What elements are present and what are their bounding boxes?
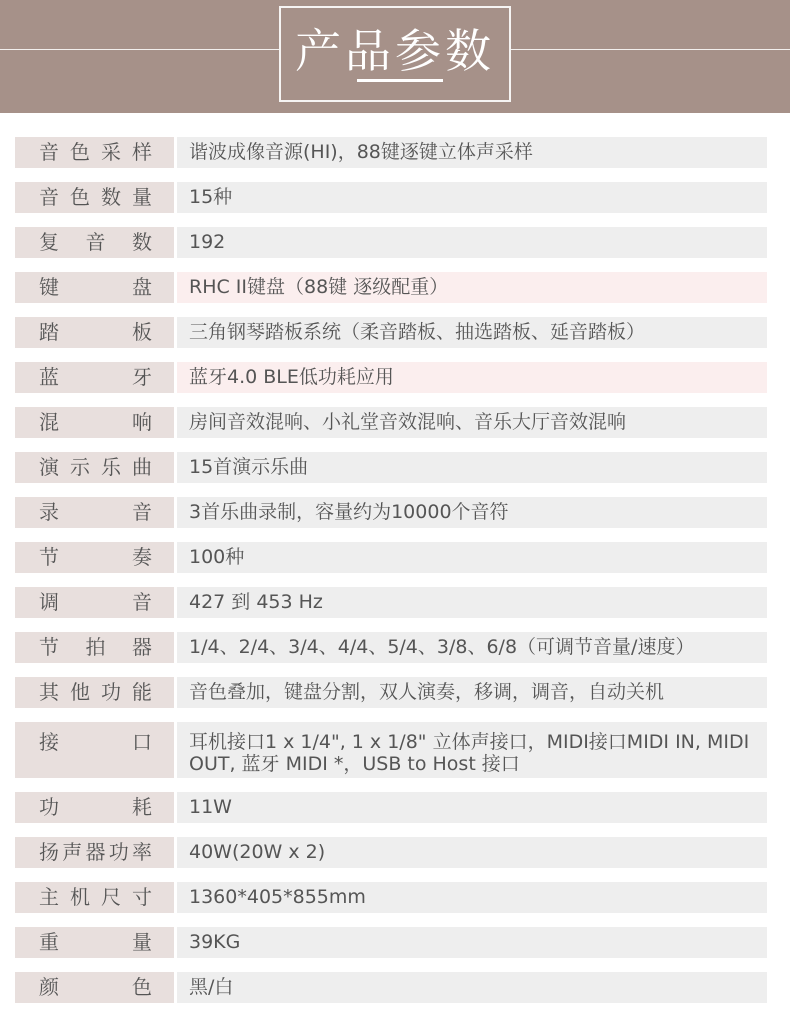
spec-value: 1/4、2/4、3/4、4/4、5/4、3/8、6/8（可调节音量/速度） — [177, 632, 767, 663]
spec-value: 蓝牙4.0 BLE低功耗应用 — [177, 362, 767, 393]
spec-row-rhythms — [15, 542, 767, 573]
spec-value: 40W(20W x 2) — [177, 837, 767, 868]
spec-label: 接口 — [15, 722, 174, 778]
spec-value: 100种 — [177, 542, 767, 573]
spec-row-keyboard — [15, 272, 767, 303]
spec-value: 192 — [177, 227, 767, 258]
header-banner — [0, 0, 790, 113]
spec-value: 11W — [177, 792, 767, 823]
spec-label: 调音 — [15, 587, 174, 618]
spec-value: 1360*405*855mm — [177, 882, 767, 913]
spec-value: 音色叠加，键盘分割，双人演奏，移调，调音，自动关机 — [177, 677, 767, 708]
spec-value: 15种 — [177, 182, 767, 213]
spec-row-dimensions — [15, 882, 767, 913]
spec-label: 蓝牙 — [15, 362, 174, 393]
spec-label: 复音数 — [15, 227, 174, 258]
spec-value: 3首乐曲录制，容量约为10000个音符 — [177, 497, 767, 528]
spec-row-reverb — [15, 407, 767, 438]
spec-row-speaker-power — [15, 837, 767, 868]
spec-label: 重量 — [15, 927, 174, 958]
spec-row-tuning — [15, 587, 767, 618]
spec-row-bluetooth — [15, 362, 767, 393]
spec-row-voices — [15, 182, 767, 213]
spec-label: 节奏 — [15, 542, 174, 573]
spec-label: 音色采样 — [15, 137, 174, 168]
spec-label: 颜色 — [15, 972, 174, 1003]
spec-row-demo-songs — [15, 452, 767, 483]
spec-table — [15, 137, 767, 1017]
spec-label: 其他功能 — [15, 677, 174, 708]
spec-row-weight — [15, 927, 767, 958]
title-underline — [357, 79, 443, 82]
spec-row-metronome — [15, 632, 767, 663]
spec-label: 录音 — [15, 497, 174, 528]
spec-label: 主机尺寸 — [15, 882, 174, 913]
spec-label: 扬声器功率 — [15, 837, 174, 868]
spec-row-polyphony — [15, 227, 767, 258]
spec-row-pedals — [15, 317, 767, 348]
spec-row-power — [15, 792, 767, 823]
spec-row-other-functions — [15, 677, 767, 708]
spec-label: 混响 — [15, 407, 174, 438]
spec-row-recording — [15, 497, 767, 528]
spec-value: RHC II键盘（88键 逐级配重） — [177, 272, 767, 303]
spec-row-color — [15, 972, 767, 1003]
spec-row-sampling — [15, 137, 767, 168]
spec-row-connectors — [15, 722, 767, 778]
spec-value: 427 到 453 Hz — [177, 587, 767, 618]
spec-value: 耳机接口1 x 1/4", 1 x 1/8" 立体声接口，MIDI接口MIDI IN, MIDI OUT, 蓝牙 MIDI *，USB to Host 接口 — [177, 722, 767, 778]
spec-label: 节拍器 — [15, 632, 174, 663]
spec-value: 谐波成像音源(HI)，88键逐键立体声采样 — [177, 137, 767, 168]
spec-value: 房间音效混响、小礼堂音效混响、音乐大厅音效混响 — [177, 407, 767, 438]
spec-label: 键盘 — [15, 272, 174, 303]
spec-value: 15首演示乐曲 — [177, 452, 767, 483]
spec-label: 演示乐曲 — [15, 452, 174, 483]
spec-value: 三角钢琴踏板系统（柔音踏板、抽选踏板、延音踏板） — [177, 317, 767, 348]
spec-value: 39KG — [177, 927, 767, 958]
spec-label: 功耗 — [15, 792, 174, 823]
title-frame — [279, 6, 511, 102]
spec-label: 踏板 — [15, 317, 174, 348]
page-title: 产品参数 — [295, 24, 495, 78]
spec-value: 黑/白 — [177, 972, 767, 1003]
spec-label: 音色数量 — [15, 182, 174, 213]
